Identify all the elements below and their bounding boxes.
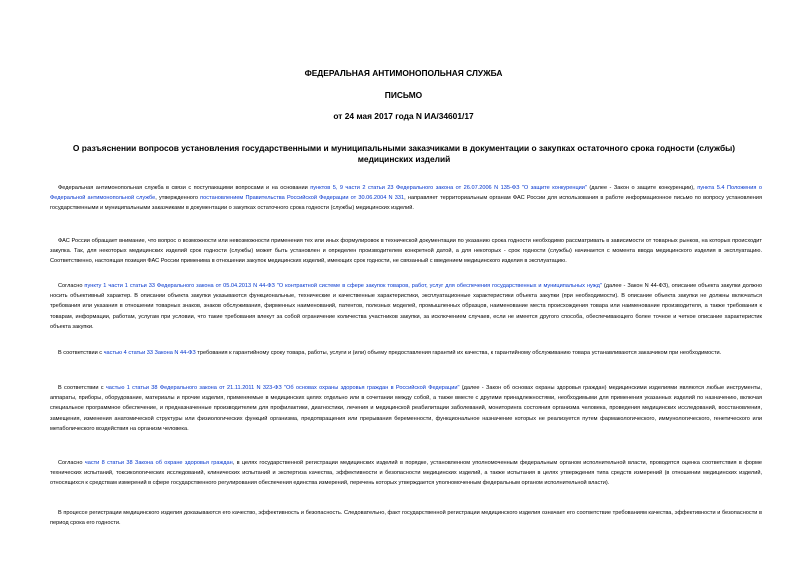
agency-title: ФЕДЕРАЛЬНАЯ АНТИМОНОПОЛЬНАЯ СЛУЖБА: [304, 68, 503, 78]
document-date-number: от 24 мая 2017 года N ИА/34601/17: [333, 111, 474, 121]
fas-regulation-link[interactable]: пункта 5.4 Положения о Федеральной антимонопольной службе: [50, 185, 762, 202]
paragraph-7: [50, 508, 762, 528]
paragraph-text: , в целях государственной регистрации медицинских изделий в порядке, установленном уполномоченным федеральным органом исполнительной власти, проводятся оценка соответствия в форме технических испытаний, токсикологических исследований, клинических испытаний и экспертиза качества, эффективности и безопасности медицинских изделий, а также испытания в целях утверждения типа средств измерений (в отношении медицинских изделий, относящихся к средствам измерений в сфере государственного регулирования обеспечения единства измерений, перечень которых утверждается уполномоченным федеральным органом исполнительной власти).: [50, 460, 762, 487]
paragraph-text: требования к гарантийному сроку товара, работы, услуги и (или) объему предоставления гарантий их качества, к гарантийному обслуживанию товара устанавливаются заказчиком при необходимости.: [195, 350, 722, 356]
paragraph-text: (далее - Закон N 44-ФЗ), описание объекта закупки должно носить объективный характер. В описании объекта закупки указываются функциональные, технические и качественные характеристики, эксплуатационные характеристики объекта закупки (при необходимости). В описание объекта закупки не должны включаться требования или указания в отношении товарных знаков, знаков обслуживания, фирменных наименований, патентов, полезных моделей, промышленных образцов, наименование места происхождения товара или наименование производителя, а также требования к товарам, информации, работам, услугам при условии, что такие требования влекут за собой ограничение количества участников закупки, за исключением случаев, если не имеется другого способа, обеспечивающего более точное и четкое описание характеристик объекта закупки.: [50, 283, 762, 330]
paragraph-3: [50, 281, 762, 332]
law-link-135fz[interactable]: пунктов 5, 9 части 2 статьи 23 Федерального закона от 26.07.2006 N 135-ФЗ "О защите конкуренции": [310, 185, 587, 191]
paragraph-text: ФАС России обращает внимание, что вопрос о возможности или невозможности применения тех или иных формулировок в технической документации по указанию срока годности необходимо рассматривать в зависимости от товарных рынков, на которых происходит закупка. Так, для некоторых медицинских изделий срок годности (службы) может быть установлен и определен производителем конкретной датой, а для некоторых - срок годности (службы) начинается с момента ввода медицинского изделия в эксплуатацию. Соответственно, настоящая позиция ФАС России применима в отношении закупок медицинских изделий, имеющих срок годности, не связанный с введением медицинского изделия в эксплуатацию.: [50, 238, 762, 265]
government-decree-link[interactable]: постановлением Правительства Российской Федерации от 30.06.2004 N 331: [200, 195, 405, 202]
paragraph-5: [50, 383, 762, 434]
law-link-44fz[interactable]: пункту 1 части 1 статьи 33 Федерального закона от 05.04.2013 N 44-ФЗ "О контрактной системе в сфере закупок товаров, работ, услуг для обеспечения государственных и муниципальных нужд": [84, 283, 602, 289]
paragraph-text: Федеральная антимонопольная служба в связи с поступающими вопросами и на основании: [58, 185, 311, 191]
paragraph-text: Согласно: [58, 460, 85, 466]
paragraph-text: , утвержденного: [155, 195, 201, 202]
paragraph-2: [50, 236, 762, 267]
document-subject: О разъяснении вопросов установления государственными и муниципальными заказчиками в документации о закупках остаточного срока годности (службы) медицинских изделий: [72, 143, 736, 164]
paragraph-1: [50, 183, 762, 214]
law-link-323fz-part8[interactable]: части 8 статьи 38 Закона об охране здоровья граждан: [84, 460, 233, 466]
paragraph-text: , направляет территориальным органам ФАС России для использования в работе информационное письмо по вопросу установления государственными и муниципальными заказчиками в документации о закупках остаточного срока годности (службы) медицинских изделий.: [50, 195, 762, 212]
law-link-323fz[interactable]: частью 1 статьи 38 Федерального закона от 21.11.2011 N 323-ФЗ "Об основах охраны здоровья граждан в Российской Федерации": [105, 385, 460, 391]
paragraph-4: [50, 348, 762, 358]
paragraph-text: В соответствии с: [58, 385, 106, 391]
paragraph-text: (далее - Закон о защите конкуренции),: [586, 185, 698, 191]
law-link-44fz-part4[interactable]: частью 4 статьи 33 Закона N 44-ФЗ: [103, 350, 196, 356]
paragraph-text: Согласно: [58, 283, 85, 289]
paragraph-text: В соответствии с: [58, 350, 104, 356]
document-type: ПИСЬМО: [384, 90, 423, 100]
paragraph-text: (далее - Закон об основах охраны здоровья граждан) медицинскими изделиями являются любые инструменты, аппараты, приборы, оборудование, материалы и прочие изделия, применяемые в медицинских целях отдельно или в сочетании между собой, а также вместе с другими принадлежностями, необходимыми для применения указанных изделий по назначению, включая специальное программное обеспечение, и предназначенные производителем для профилактики, диагностики, лечения и медицинской реабилитации заболеваний, мониторинга состояния организма человека, проведения медицинских исследований, восстановления, замещения, изменения анатомической структуры или физиологических функций организма, предотвращения или прерывания беременности, функциональное назначение которых не реализуется путем фармакологического, иммунологического, генетического или метаболического воздействия на организм человека.: [50, 385, 762, 432]
paragraph-text: В процессе регистрации медицинского изделия доказываются его качество, эффективность и безопасность. Следовательно, факт государственной регистрации медицинского изделия означает его соответствие требованиям качества, эффективности и безопасности в период срока его годности.: [50, 510, 762, 527]
paragraph-6: [50, 458, 762, 489]
